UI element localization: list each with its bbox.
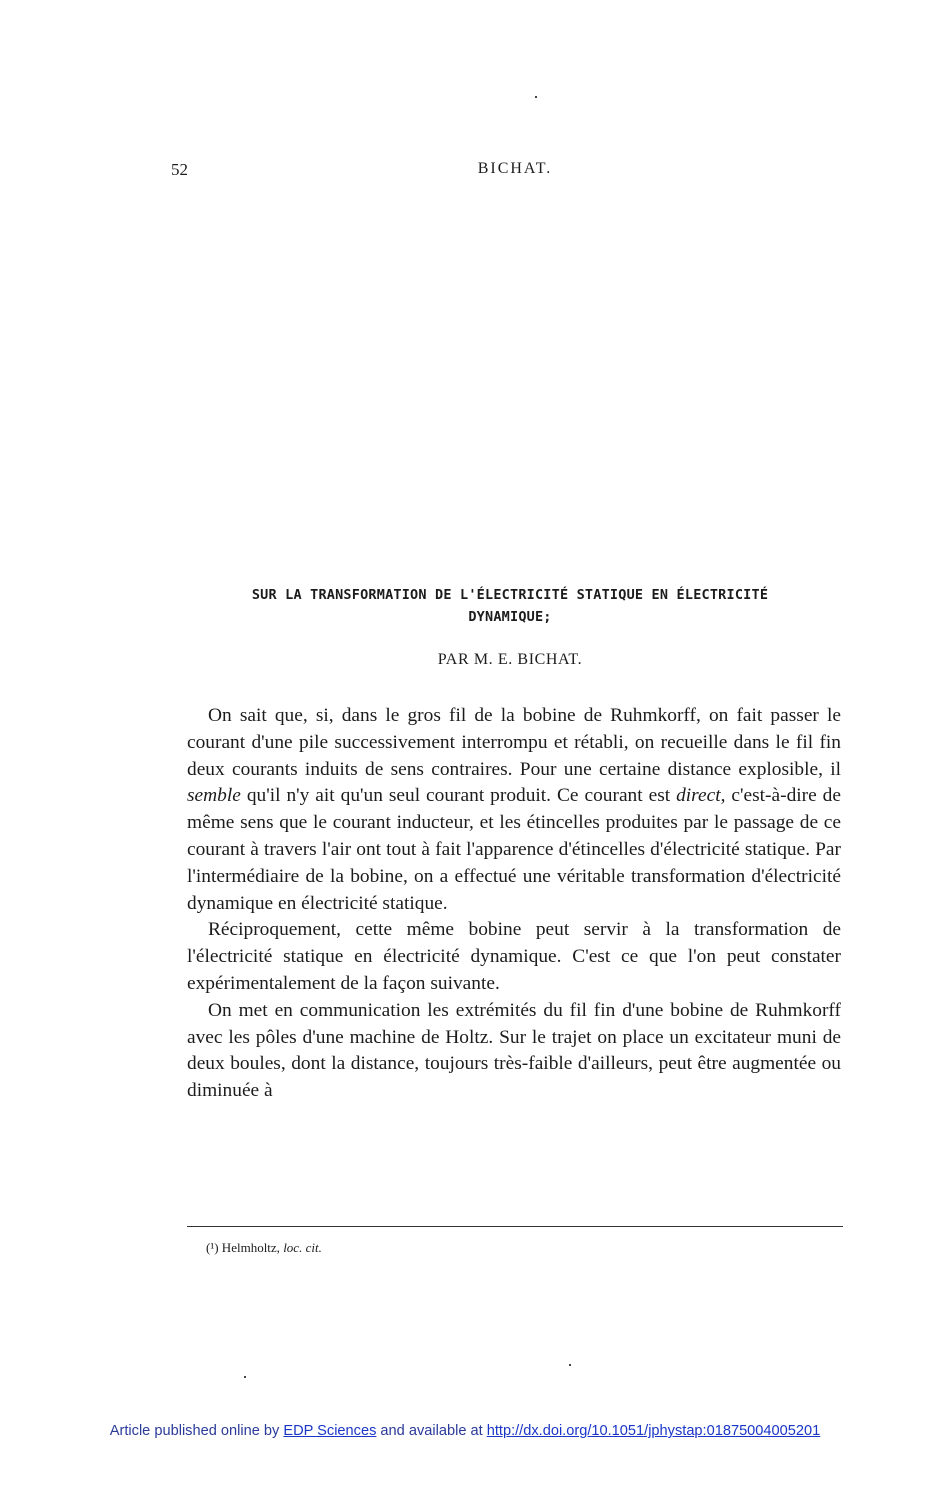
paragraph-text: , c'est-à-dire de même sens que le courant inducteur, et les étincelles produites par le passage de ce courant à travers l'air ont tout à fait l'apparence d'étincelles d'électricité statique. Par l'intermédiaire de la bobine, on a effectué une véritable transformation d'électricité dynamique en électricité statique. [187,785,841,914]
footnote-text: (¹) Helmholtz, [206,1240,284,1255]
article-body [187,703,841,1105]
footer-text: and available at [376,1423,487,1439]
footnote-divider [187,1226,843,1227]
page-number: 52 [171,160,188,179]
emphasis: semble [187,785,241,807]
article-title-line: DYNAMIQUE; [468,609,552,625]
body-paragraph: Réciproquement, cette même bobine peut servir à la transformation de l'électricité statique en électricité dynamique. C'est ce que l'on peut constater expérimentalement de la façon suivante. [187,919,841,994]
footnote-ref: loc. cit. [283,1240,322,1255]
article-author: PAR M. E. BICHAT. [437,651,583,668]
body-paragraph: On met en communication les extrémités du fil fin d'une bobine de Ruhmkorff avec les pôles d'une machine de Holtz. Sur le trajet on place un excitateur muni de deux boules, dont la distance, toujours très-faible d'ailleurs, peut être augmentée ou diminuée à [187,999,841,1102]
emphasis: direct [676,785,721,807]
publication-footer [0,1423,930,1439]
print-speck [244,1376,246,1378]
article-title-line: SUR LA TRANSFORMATION DE L'ÉLECTRICITÉ STATIQUE EN ÉLECTRICITÉ [251,587,769,603]
footer-text: Article published online by [109,1423,284,1439]
print-speck [569,1364,571,1366]
paragraph-text: qu'il n'y ait qu'un seul courant produit. Ce courant est [240,785,677,807]
body-paragraph [187,703,841,917]
print-speck [535,96,537,98]
publisher-link[interactable]: EDP Sciences [283,1423,377,1439]
footnote [206,1240,322,1256]
doi-link[interactable]: http://dx.doi.org/10.1051/jphystap:01875004005201 [486,1423,821,1439]
article-title [180,584,840,628]
running-head: BICHAT. [477,160,553,177]
paragraph-text: On sait que, si, dans le gros fil de la bobine de Ruhmkorff, on fait passer le courant d'une pile successivement interrompu et rétabli, on recueille dans le fil fin deux courants induits de sens contraires. Pour une certaine distance explosible, il [187,705,841,780]
